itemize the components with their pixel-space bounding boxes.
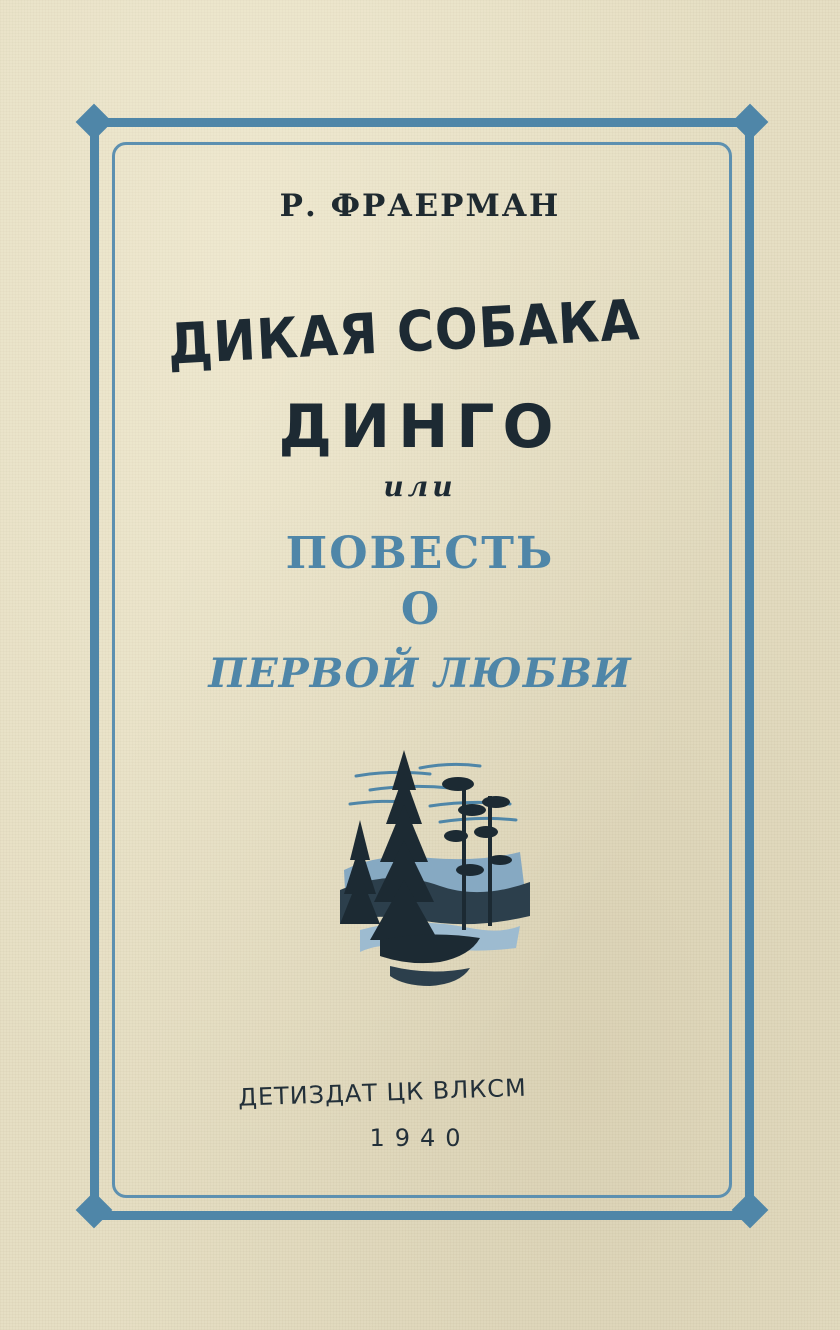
title-line-2: ДИНГО: [278, 392, 562, 462]
title-line-1: ДИКАЯ СОБАКА: [166, 288, 642, 378]
title-connector: или: [383, 470, 457, 503]
publisher-name: ДЕТИЗДАТ ЦК ВЛКСМ: [237, 1073, 528, 1112]
publication-year: 1940: [369, 1124, 471, 1152]
subtitle-line-3: ПЕРВОЙ ЛЮБВИ: [208, 650, 632, 697]
forest-landscape-icon: [320, 740, 540, 990]
subtitle-line-1: ПОВЕСТЬ: [285, 528, 555, 579]
author-name: Р. ФРАЕРМАН: [279, 188, 561, 224]
subtitle-line-2: О: [400, 584, 440, 635]
